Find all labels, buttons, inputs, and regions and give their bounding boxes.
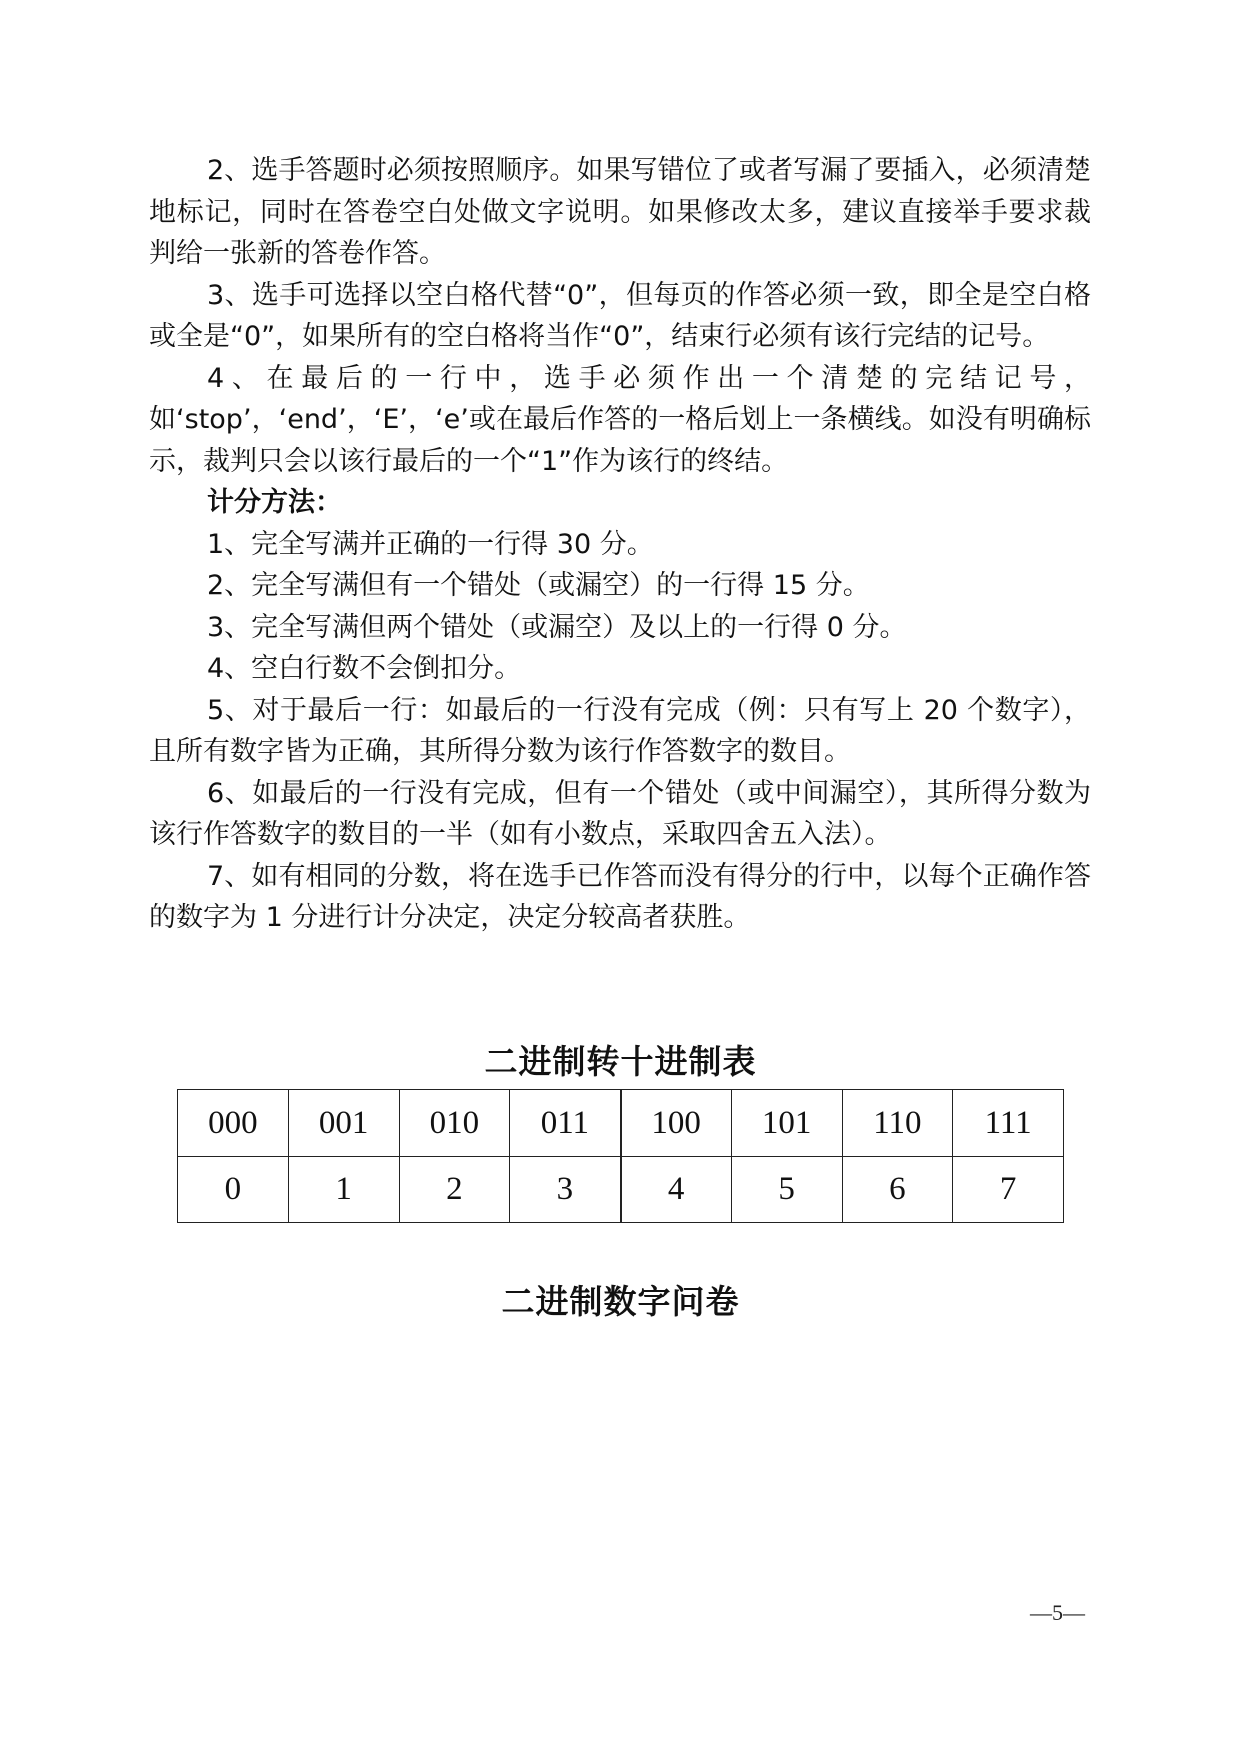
decimal-cell: 1 <box>288 1157 399 1223</box>
binary-cell: 101 <box>731 1090 842 1157</box>
binary-cell: 000 <box>178 1090 289 1157</box>
scoring-item-2: 2、完全写满但有一个错处（或漏空）的一行得 15 分。 <box>207 570 870 601</box>
decimal-cell: 2 <box>399 1157 510 1223</box>
decimal-cell: 7 <box>953 1157 1064 1223</box>
conversion-table-title: 二进制转十进制表 <box>484 1042 757 1081</box>
rules-content <box>149 150 1091 939</box>
scoring-item-3: 3、完全写满但两个错处（或漏空）及以上的一行得 0 分。 <box>207 611 907 643</box>
binary-decimal-table <box>177 1089 1064 1223</box>
scoring-item-5: 5、对于最后一行：如最后的一行没有完成（例：只有写上 20 个数字），且所有数字皆为正确，其所得分数为该行作答数字的数目。 <box>149 694 1091 767</box>
scoring-item-1: 1、完全写满并正确的一行得 30 分。 <box>207 528 654 560</box>
decimal-cell: 5 <box>731 1157 842 1223</box>
scoring-heading: 计分方法： <box>207 487 342 518</box>
binary-cell: 011 <box>510 1090 621 1157</box>
survey-title: 二进制数字问卷 <box>501 1282 740 1321</box>
decimal-cell: 6 <box>842 1157 953 1223</box>
rule-paragraph-2: 2、选手答题时必须按照顺序。如果写错位了或者写漏了要插入，必须清楚地标记，同时在答卷空白处做文字说明。如果修改太多，建议直接举手要求裁判给一张新的答卷作答。 <box>149 155 1091 269</box>
decimal-cell: 0 <box>178 1157 289 1223</box>
binary-cell: 110 <box>842 1090 953 1157</box>
scoring-item-6: 6、如最后的一行没有完成，但有一个错处（或中间漏空），其所得分数为该行作答数字的数目的一半（如有小数点，采取四舍五入法）。 <box>149 777 1091 850</box>
binary-cell: 001 <box>288 1090 399 1157</box>
scoring-item-7: 7、如有相同的分数，将在选手已作答而没有得分的行中，以每个正确作答的数字为 1 分进行计分决定，决定分较高者获胜。 <box>149 860 1091 933</box>
rule-paragraph-4: 4、在最后的一行中，选手必须作出一个清楚的完结记号，如‘stop’，‘end’，‘E’，‘e’或在最后作答的一格后划上一条横线。如没有明确标示，裁判只会以该行最后的一个“1”作为该行的终结。 <box>149 362 1091 477</box>
binary-cell: 100 <box>621 1090 732 1157</box>
decimal-cell: 4 <box>621 1157 732 1223</box>
rule-paragraph-3: 3、选手可选择以空白格代替“0”，但每页的作答必须一致，即全是空白格或全是“0”，如果所有的空白格将当作“0”，结束行必须有该行完结的记号。 <box>149 279 1091 352</box>
decimal-row <box>178 1157 1064 1223</box>
binary-cell: 111 <box>953 1090 1064 1157</box>
scoring-item-4: 4、空白行数不会倒扣分。 <box>207 653 522 684</box>
binary-row <box>178 1090 1064 1157</box>
binary-cell: 010 <box>399 1090 510 1157</box>
page-number: —5— <box>1030 1600 1085 1625</box>
decimal-cell: 3 <box>510 1157 621 1223</box>
